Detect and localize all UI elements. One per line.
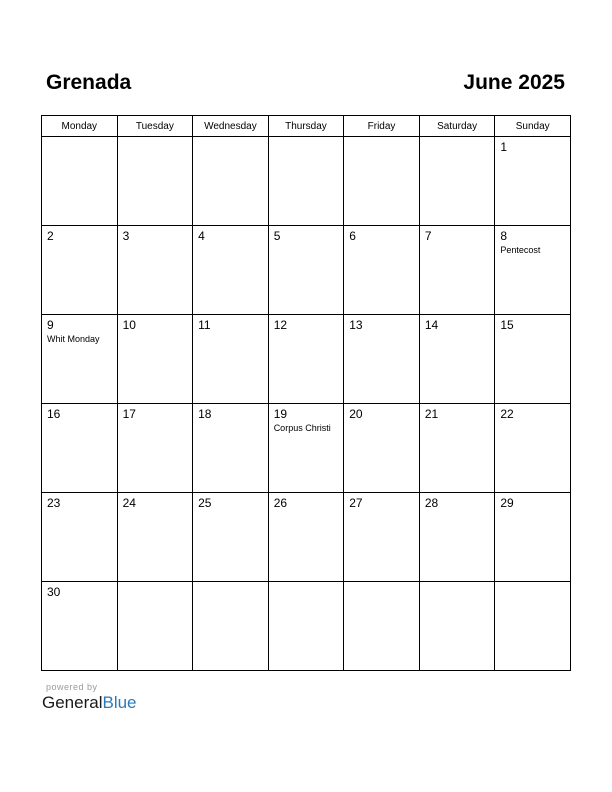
day-number: 13 [349,318,363,332]
day-number: 18 [198,407,212,421]
day-number: 3 [122,229,130,243]
country-title: Grenada [46,71,132,94]
day-number: 10 [122,318,136,332]
day-number: 16 [47,407,61,421]
day-number: 14 [424,318,439,332]
day-number: 11 [198,318,211,332]
day-cell [419,493,495,582]
day-cell [117,315,193,404]
day-cell [268,137,344,226]
day-cell [117,404,193,493]
day-cell [117,137,193,226]
holiday-label: Pentecost [500,245,541,255]
week-row [42,582,571,671]
day-number: 26 [273,496,288,510]
day-number: 1 [500,140,508,154]
day-cell [193,404,269,493]
day-number: 23 [47,496,61,510]
day-cell [42,315,118,404]
day-cell [193,493,269,582]
day-number: 22 [500,407,514,421]
week-row [42,493,571,582]
day-cell [344,582,420,671]
day-cell [42,582,118,671]
day-cell [419,315,495,404]
month-year-title: June 2025 [463,71,565,94]
day-cell [419,137,495,226]
day-cell [495,582,571,671]
logo-blue-text: Blue [102,693,137,712]
day-number: 2 [47,229,54,243]
day-cell [495,404,571,493]
day-cell [117,493,193,582]
day-cell [117,226,193,315]
day-cell [419,404,495,493]
calendar-body [42,137,571,671]
day-cell [495,493,571,582]
weekday-header: Monday [42,116,118,137]
week-row [42,404,571,493]
day-number: 5 [273,229,281,243]
day-cell [268,404,344,493]
day-number: 9 [47,318,54,332]
day-number: 19 [273,407,288,421]
day-number: 29 [500,496,514,510]
day-cell [268,226,344,315]
day-cell [268,315,344,404]
holiday-label: Whit Monday [47,334,100,344]
day-number: 28 [424,496,439,510]
day-number: 15 [500,318,514,332]
day-cell [193,315,269,404]
day-cell [42,137,118,226]
week-row [42,226,571,315]
day-cell [42,404,118,493]
day-cell [495,315,571,404]
day-number: 17 [122,407,136,421]
day-cell [268,582,344,671]
day-number: 8 [500,229,508,243]
calendar-grid [41,115,571,671]
holiday-label: Corpus Christi [273,423,331,433]
day-cell [42,226,118,315]
weekday-header: Tuesday [117,116,193,137]
week-row [42,315,571,404]
powered-by-text: powered by [46,682,98,692]
weekday-header: Wednesday [193,116,269,137]
day-number: 4 [198,229,205,243]
day-cell [419,582,495,671]
day-cell [344,493,420,582]
weekday-header: Saturday [419,116,495,137]
weekday-header-row [42,116,571,137]
day-number: 27 [349,496,363,510]
day-cell [495,226,571,315]
day-cell [344,404,420,493]
day-number: 12 [273,318,288,332]
weekday-header: Friday [344,116,420,137]
day-number: 24 [122,496,136,510]
day-number: 25 [198,496,212,510]
day-number: 20 [349,407,363,421]
day-cell [419,226,495,315]
week-row [42,137,571,226]
day-cell [344,226,420,315]
generalblue-logo [42,693,137,713]
day-cell [495,137,571,226]
day-number: 21 [424,407,439,421]
day-cell [193,226,269,315]
day-number: 30 [47,585,61,599]
day-cell [117,582,193,671]
day-cell [42,493,118,582]
logo-general-text: General [42,693,103,712]
day-cell [344,315,420,404]
day-cell [344,137,420,226]
weekday-header: Sunday [495,116,571,137]
weekday-header: Thursday [268,116,344,137]
day-cell [268,493,344,582]
day-number: 6 [349,229,356,243]
day-number: 7 [424,229,432,243]
day-cell [193,137,269,226]
day-cell [193,582,269,671]
